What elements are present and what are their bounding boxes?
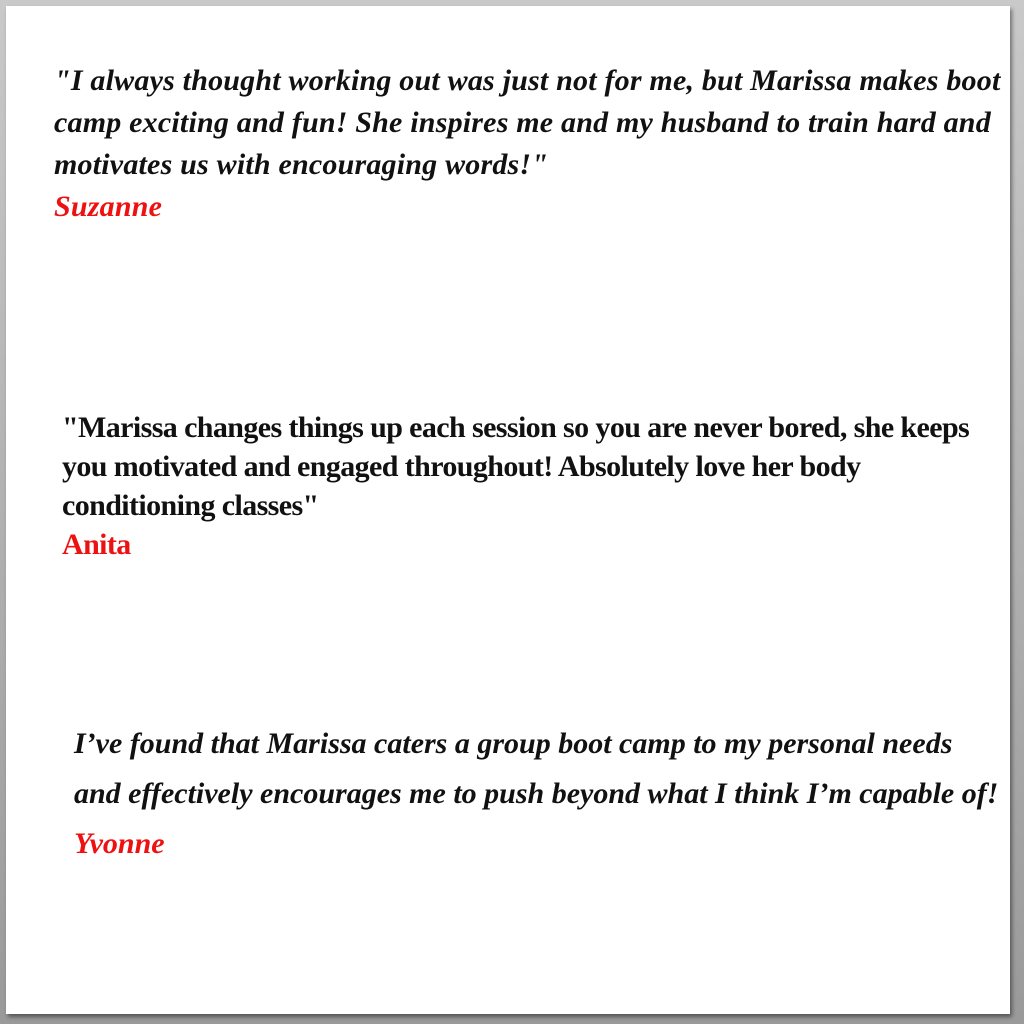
testimonial-author: Suzanne (54, 190, 163, 223)
testimonial-suzanne (54, 60, 1004, 228)
testimonial-yvonne (74, 719, 1004, 869)
testimonial-author: Yvonne (74, 827, 165, 860)
testimonial-quote: "I always thought working out was just not for me, but Marissa makes boot camp exciting and fun! She inspires me and my husband to train hard and motivates us with encouraging words!" (54, 64, 1001, 181)
testimonial-quote: I’ve found that Marissa caters a group boot camp to my personal needs and effectively encourages me to push beyond what I think I’m capable of! (74, 727, 999, 810)
testimonial-quote: "Marissa changes things up each session so you are never bored, she keeps you motivated and engaged throughout! Absolutely love her body conditioning classes" (62, 411, 970, 522)
testimonial-anita (62, 408, 1012, 564)
testimonial-author: Anita (62, 528, 131, 561)
testimonials-card (6, 6, 1010, 1014)
